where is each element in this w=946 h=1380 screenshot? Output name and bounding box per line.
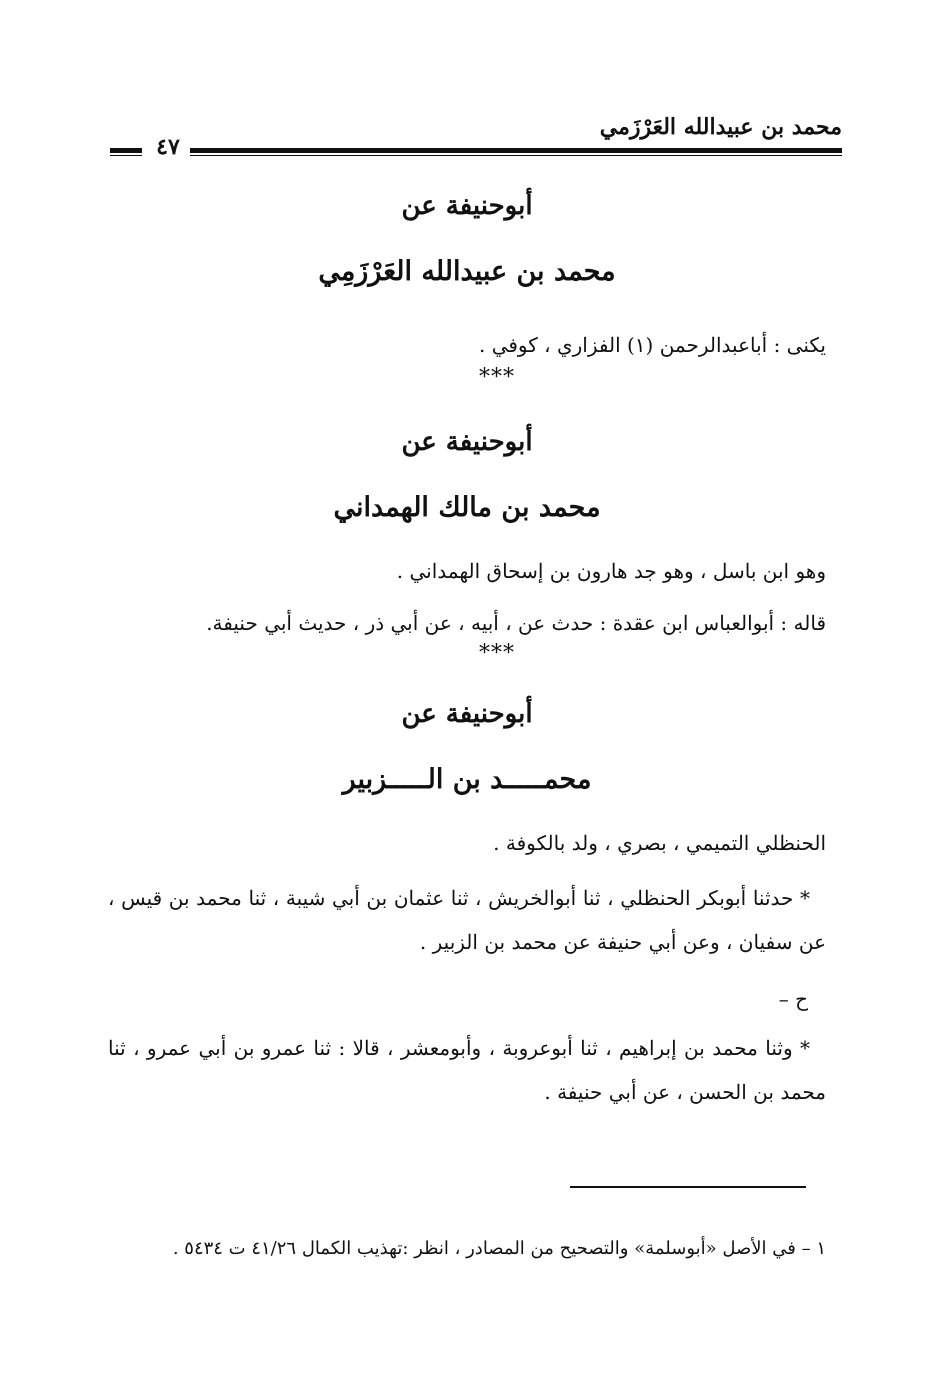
header-rule-left: [110, 148, 142, 156]
body-line: الحنظلي التميمي ، بصري ، ولد بالكوفة .: [493, 831, 826, 855]
running-header: [110, 110, 842, 166]
footnote: ١ – في الأصل «أبوسلمة» والتصحيح من المصادر ، انظر :تهذيب الكمال ٤١/٢٦ ت ٥٤٣٤ .: [172, 1238, 826, 1259]
body-paragraph: * حدثنا أبوبكر الحنظلي ، ثنا أبوالخريش ، ثنا عثمان بن أبي شيبة ، ثنا محمد بن قيس ، عن سفيان ، وعن أبي حنيفة عن محمد بن الزبير .: [108, 886, 826, 954]
section-name: محمد بن عبيدالله العَرْزَمِي: [318, 256, 616, 287]
section-heading: أبوحنيفة عن: [401, 191, 533, 221]
body-paragraph: * وثنا محمد بن إبراهيم ، ثنا أبوعروبة ، وأبومعشر ، قالا : ثنا عمرو بن أبي عمرو ، ثنا محمد بن الحسن ، عن أبي حنيفة .: [108, 1036, 826, 1104]
ha-mark: ح –: [778, 987, 808, 1011]
section-al-arzami: [108, 188, 826, 360]
body-line: يكنى : أباعبدالرحمن (١) الفزاري ، كوفي .: [478, 333, 826, 357]
footnote-rule: [570, 1186, 806, 1188]
section-heading: أبوحنيفة عن: [401, 699, 533, 729]
running-title: محمد بن عبيدالله العَرْزَمي: [590, 114, 842, 140]
page-number: ٤٧: [146, 134, 190, 160]
page-content: [108, 180, 826, 1114]
section-ibn-al-zubayr: [108, 696, 826, 1114]
section-name: محمد بن مالك الهمداني: [333, 492, 601, 523]
section-separator: ***: [479, 641, 515, 666]
section-heading: أبوحنيفة عن: [401, 427, 533, 457]
section-name: محمـــــد بن الـــــزبير: [342, 764, 592, 795]
header-rule: [188, 148, 842, 156]
body-line: قاله : أبوالعباس ابن عقدة : حدث عن ، أبيه ، عن أبي ذر ، حديث أبي حنيفة.: [206, 611, 826, 635]
section-al-hamdani: [108, 424, 826, 638]
body-line: وهو ابن باسل ، وهو جد هارون بن إسحاق الهمداني .: [396, 559, 826, 583]
section-separator: ***: [479, 365, 515, 390]
